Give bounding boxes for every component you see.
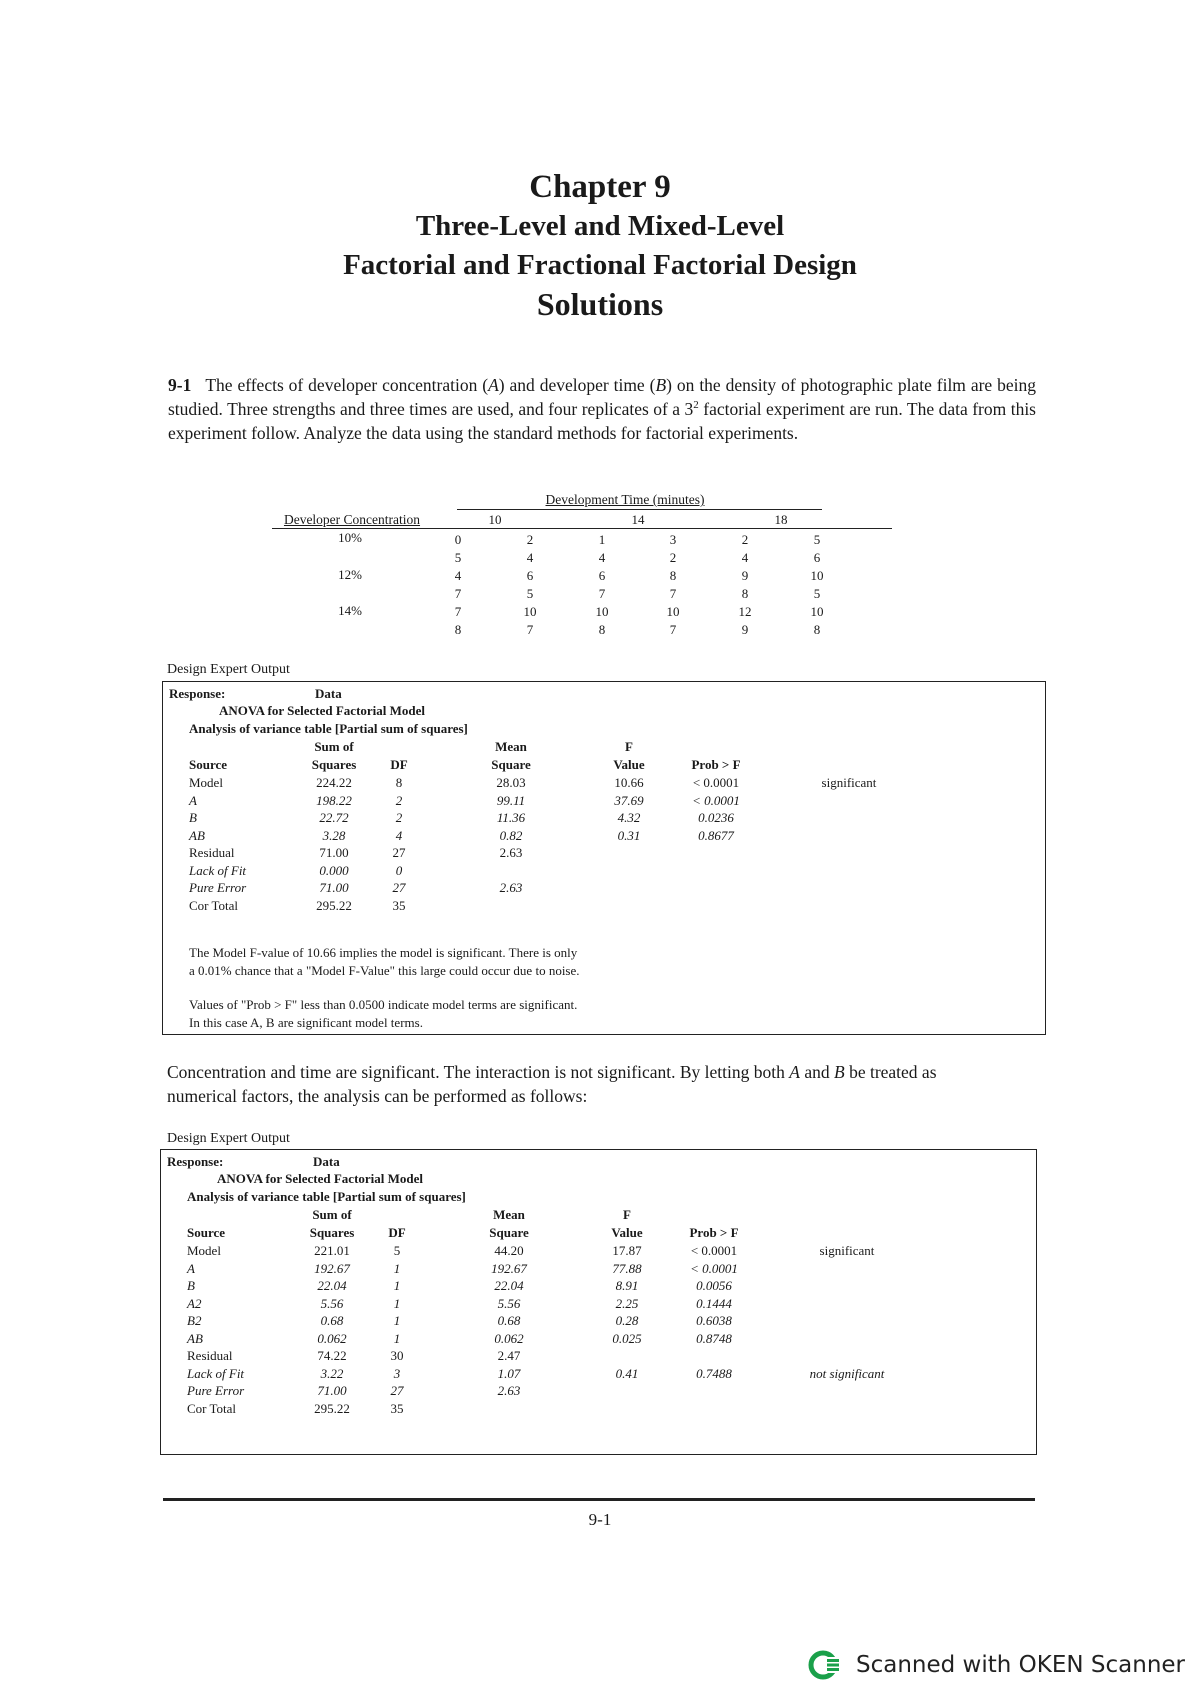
concentration-header: Developer Concentration (283, 512, 421, 527)
data-cell: 2 (526, 532, 534, 547)
cell-ss: 22.04 (317, 1278, 347, 1293)
data-cell: 8 (741, 586, 749, 601)
cell-p: 0.0056 (696, 1278, 732, 1293)
data-cell: 4 (454, 568, 462, 583)
analysis-paragraph (167, 1060, 1007, 1108)
cell-note: significant (821, 775, 877, 790)
cell-source: A2 (187, 1295, 202, 1311)
problem-text-d: factorial experiment are run. The data from this experiment follow. Analyze the data using the standard methods for factorial experiments. (168, 399, 1036, 443)
data-cell: 7 (454, 586, 462, 601)
table-row (169, 793, 929, 810)
anova-subheading: Analysis of variance table [Partial sum of squares] (187, 1189, 466, 1204)
cell-ms: 0.82 (499, 827, 523, 843)
cell-df: 27 (392, 880, 406, 895)
cell-df: 2 (395, 792, 403, 808)
cell-df: 5 (393, 1243, 401, 1258)
cell-ms: 2.63 (499, 880, 523, 895)
cell-source: Lack of Fit (187, 1365, 245, 1381)
anova-heading: ANOVA for Selected Factorial Model (219, 703, 426, 718)
data-cell: 4 (598, 550, 606, 565)
header-value: Value (613, 757, 645, 772)
cell-source: B (187, 1278, 195, 1293)
cell-ss: 0.000 (319, 862, 349, 878)
note-line: a 0.01% chance that a "Model F-Value" this large could occur due to noise. (189, 963, 580, 978)
development-time-header: Development Time (minutes) (545, 492, 705, 507)
cell-ms: 44.20 (494, 1243, 524, 1258)
cell-source: A (187, 1260, 195, 1276)
cell-f: 0.31 (617, 827, 641, 843)
cell-p: 0.1444 (696, 1295, 732, 1311)
oken-scanner-logo-icon (808, 1648, 842, 1682)
cell-df: 27 (390, 1383, 404, 1398)
time-10: 10 (488, 512, 502, 527)
cell-df: 27 (392, 845, 406, 860)
header-f: F (623, 1207, 631, 1222)
cell-ss: 224.22 (316, 775, 352, 790)
cell-note: significant (819, 1243, 875, 1258)
table-row (167, 1348, 927, 1365)
cell-ms: 99.11 (496, 792, 526, 808)
data-cell: 9 (741, 622, 749, 637)
data-cell: 7 (454, 604, 462, 619)
header-square: Square (489, 1225, 529, 1240)
header-df: DF (388, 1225, 406, 1240)
cell-source: B2 (187, 1313, 202, 1328)
factor-b-symbol: B (655, 375, 667, 395)
cell-ss: 22.72 (319, 810, 349, 825)
data-cell: 5 (813, 586, 821, 601)
cell-ms: 2.47 (497, 1348, 521, 1363)
para-text: Concentration and time are significant. The interaction is not significant. By letting both (167, 1062, 790, 1082)
cell-df: 1 (393, 1313, 401, 1328)
table-row (169, 828, 929, 845)
table-row (167, 1296, 927, 1313)
cell-ms: 11.36 (496, 810, 526, 825)
model-f-note (189, 944, 580, 980)
table-row (167, 1366, 927, 1383)
data-cell: 7 (669, 622, 677, 637)
data-cell: 7 (526, 622, 534, 637)
header-sum-of: Sum of (314, 739, 354, 754)
cell-source: Pure Error (187, 1383, 245, 1398)
chapter-subtitle-line1: Three-Level and Mixed-Level (415, 210, 785, 242)
note-line: In this case A, B are significant model terms. (189, 1015, 423, 1030)
data-cell: 4 (526, 550, 534, 565)
cell-source: AB (189, 827, 205, 843)
problem-statement (168, 373, 1036, 445)
cell-df: 3 (393, 1365, 401, 1381)
response-label: Response: (167, 1154, 224, 1169)
header-mean: Mean (495, 739, 527, 754)
design-expert-caption: Design Expert Output (167, 1131, 290, 1146)
chapter-subtitle-line3: Solutions (536, 286, 664, 322)
cell-source: Model (189, 775, 223, 790)
exponent: 2 (693, 399, 699, 412)
table-row (169, 775, 929, 792)
table-row (167, 1313, 927, 1330)
table-row (167, 1261, 927, 1278)
column-header-rule (272, 528, 892, 529)
cell-ms: 5.56 (497, 1295, 521, 1311)
cell-p: < 0.0001 (692, 792, 740, 808)
cell-df: 1 (393, 1295, 401, 1311)
table-row (167, 1331, 927, 1348)
cell-ms: 28.03 (496, 775, 526, 790)
note-line: Values of "Prob > F" less than 0.0500 indicate model terms are significant. (189, 997, 578, 1012)
page-number: 9-1 (588, 1510, 612, 1529)
scanner-watermark (808, 1645, 1185, 1685)
header-value: Value (611, 1225, 643, 1240)
cell-source: Cor Total (189, 897, 239, 913)
data-cell: 8 (669, 568, 677, 583)
cell-source: Residual (187, 1348, 233, 1363)
factor-b-symbol: B (833, 1062, 845, 1082)
cell-f: 37.69 (614, 792, 644, 808)
note-line: The Model F-value of 10.66 implies the model is significant. There is only (189, 945, 578, 960)
cell-df: 2 (395, 810, 403, 825)
design-expert-output-box (160, 1149, 1037, 1455)
cell-f: 0.025 (612, 1330, 642, 1346)
cell-ms: 0.68 (497, 1313, 521, 1328)
cell-f: 8.91 (615, 1278, 639, 1293)
footer-rule (163, 1498, 1035, 1501)
cell-ss: 3.28 (322, 827, 346, 843)
cell-ss: 71.00 (319, 880, 349, 895)
table-row (169, 810, 929, 827)
cell-ss: 221.01 (314, 1243, 350, 1258)
cell-note: not significant (809, 1365, 885, 1381)
cell-source: A (189, 792, 197, 808)
problem-text-a: The effects of developer concentration ( (205, 375, 489, 395)
row-label-10pct: 10% (338, 530, 362, 545)
data-cell: 6 (526, 568, 534, 583)
cell-ss: 0.062 (317, 1330, 347, 1346)
data-cell: 12 (738, 604, 752, 619)
data-cell: 3 (669, 532, 677, 547)
cell-ss: 71.00 (319, 845, 349, 860)
cell-f: 0.41 (615, 1365, 639, 1381)
data-cell: 10 (523, 604, 537, 619)
header-prob: Prob > F (691, 757, 741, 772)
header-source: Source (189, 757, 228, 772)
cell-df: 30 (390, 1348, 404, 1363)
cell-f: 10.66 (614, 775, 644, 790)
row-label-12pct: 12% (338, 567, 362, 582)
data-cell: 10 (595, 604, 609, 619)
header-square: Square (491, 757, 531, 772)
cell-source: Residual (189, 845, 235, 860)
cell-ss: 5.56 (320, 1295, 344, 1311)
cell-ss: 71.00 (317, 1383, 347, 1398)
data-cell: 10 (810, 568, 824, 583)
para-text: and (799, 1062, 834, 1082)
table-row (167, 1243, 927, 1260)
response-value: Data (315, 686, 342, 701)
cell-df: 1 (393, 1260, 401, 1276)
cell-f: 4.32 (617, 810, 641, 825)
header-prob: Prob > F (689, 1225, 739, 1240)
design-expert-caption: Design Expert Output (167, 662, 290, 677)
cell-df: 1 (393, 1330, 401, 1346)
cell-source: Cor Total (187, 1400, 237, 1416)
cell-ss: 192.67 (314, 1260, 350, 1276)
data-cell: 10 (666, 604, 680, 619)
cell-p: < 0.0001 (690, 1260, 738, 1276)
table-row (167, 1278, 927, 1295)
header-sum-of: Sum of (312, 1207, 352, 1222)
cell-ss: 0.68 (320, 1313, 344, 1328)
cell-df: 8 (395, 775, 403, 790)
cell-f: 2.25 (615, 1295, 639, 1311)
chapter-title-block (0, 168, 1200, 324)
data-cell: 7 (669, 586, 677, 601)
cell-source: Model (187, 1243, 221, 1258)
scanner-text: Scanned with OKEN Scanner (856, 1652, 1185, 1678)
cell-ms: 1.07 (497, 1365, 521, 1381)
table-row (169, 880, 929, 897)
cell-ms: 22.04 (494, 1278, 524, 1293)
data-cell: 8 (813, 622, 821, 637)
table-row (169, 898, 929, 915)
problem-number: 9-1 (168, 375, 192, 395)
cell-p: < 0.0001 (692, 775, 740, 790)
prob-f-note (189, 996, 577, 1032)
header-squares: Squares (311, 757, 357, 772)
cell-f: 77.88 (612, 1260, 642, 1276)
data-cell: 0 (454, 532, 462, 547)
cell-ss: 3.22 (320, 1365, 344, 1381)
data-cell: 2 (669, 550, 677, 565)
cell-p: 0.8748 (696, 1330, 732, 1346)
data-cell: 7 (598, 586, 606, 601)
data-cell: 5 (454, 550, 462, 565)
cell-ms: 2.63 (497, 1383, 521, 1398)
data-cell: 8 (598, 622, 606, 637)
header-source: Source (187, 1225, 226, 1240)
cell-ms: 2.63 (499, 845, 523, 860)
factor-a-symbol: A (789, 1062, 800, 1082)
cell-f: 17.87 (612, 1243, 642, 1258)
header-df: DF (390, 757, 408, 772)
data-cell: 2 (741, 532, 749, 547)
data-cell: 10 (810, 604, 824, 619)
cell-source: Pure Error (189, 880, 247, 895)
response-label: Response: (169, 686, 226, 701)
chapter-heading: Chapter 9 (529, 169, 671, 205)
cell-ss: 198.22 (316, 792, 352, 808)
cell-p: < 0.0001 (690, 1243, 738, 1258)
para-text: be treated as numerical factors, the analysis can be performed as follows: (167, 1062, 937, 1106)
header-mean: Mean (493, 1207, 525, 1222)
data-cell: 6 (598, 568, 606, 583)
cell-df: 0 (395, 862, 403, 878)
response-value: Data (313, 1154, 340, 1169)
data-cell: 5 (813, 532, 821, 547)
cell-df: 35 (390, 1400, 404, 1416)
header-squares: Squares (309, 1225, 355, 1240)
problem-text-b: ) and developer time ( (498, 375, 656, 395)
cell-p: 0.7488 (696, 1365, 732, 1381)
table-row (169, 863, 929, 880)
factor-a-symbol: A (488, 375, 499, 395)
cell-source: AB (187, 1330, 203, 1346)
table-row (167, 1383, 927, 1400)
cell-ms: 192.67 (491, 1260, 527, 1276)
data-cell: 9 (741, 568, 749, 583)
cell-f: 0.28 (615, 1313, 639, 1328)
problem-text-c: ) on the density of photographic plate film are being studied. Three strengths and three times are used, and four replicates of a 3 (168, 375, 1036, 419)
chapter-subtitle-line2: Factorial and Fractional Factorial Design (343, 249, 857, 281)
data-cell: 4 (741, 550, 749, 565)
cell-source: B (189, 810, 197, 825)
cell-df: 4 (395, 827, 403, 843)
header-f: F (625, 739, 633, 754)
time-14: 14 (631, 512, 645, 527)
table-row (167, 1401, 927, 1418)
anova-subheading: Analysis of variance table [Partial sum of squares] (189, 721, 468, 736)
data-cell: 8 (454, 622, 462, 637)
cell-ms: 0.062 (494, 1330, 524, 1346)
data-cell: 1 (598, 532, 606, 547)
cell-df: 1 (393, 1278, 401, 1293)
anova-heading: ANOVA for Selected Factorial Model (217, 1171, 424, 1186)
time-header-rule (457, 509, 822, 510)
cell-df: 35 (392, 897, 406, 913)
time-18: 18 (774, 512, 788, 527)
cell-source: Lack of Fit (189, 862, 247, 878)
cell-p: 0.0236 (698, 810, 734, 825)
cell-ss: 295.22 (314, 1400, 350, 1416)
table-row (169, 845, 929, 862)
data-cell: 6 (813, 550, 821, 565)
cell-p: 0.8677 (698, 827, 734, 843)
cell-p: 0.6038 (696, 1313, 732, 1328)
row-label-14pct: 14% (338, 603, 362, 618)
cell-ss: 74.22 (317, 1348, 347, 1363)
data-cell: 5 (526, 586, 534, 601)
cell-ss: 295.22 (316, 897, 352, 913)
design-expert-output-box (162, 681, 1046, 1035)
